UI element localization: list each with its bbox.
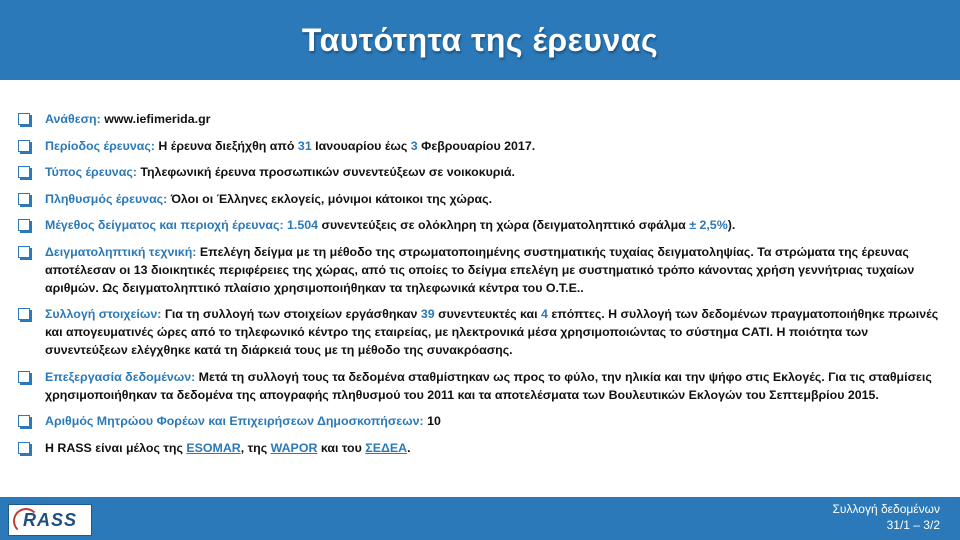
- sample-count: 1.504: [283, 218, 319, 232]
- square-bullet-icon: [18, 246, 30, 258]
- square-bullet-icon: [18, 219, 30, 231]
- item-text: www.iefimerida.gr: [100, 112, 211, 126]
- item-label: Ανάθεση:: [45, 112, 101, 126]
- item-text: Επελέγη δείγμα με τη μέθοδο της στρωματοποιημένης συστηματικής τυχαίας δειγματοληψίας. Τα στρώματα της έρευνας αποτέλεσαν οι 13 διοικητικές περιφέρειες της χώρας, από τις οποίες το δείγμα επελέγη με συστηματικό τρόπο κάνοντας χρήση γεννήτριας τυχαίων αριθμών. Ως δειγματοληπτικό πλαίσιο χρησιμοποιήθηκαν τα τηλεφωνικά κέντρα του Ο.Τ.Ε..: [45, 244, 915, 295]
- square-bullet-icon: [18, 113, 30, 125]
- item-text: Τηλεφωνική έρευνα προσωπικών συνεντεύξεων σε νοικοκυριά.: [136, 165, 515, 179]
- item-label: Επεξεργασία δεδομένων:: [45, 369, 196, 384]
- logo-text: RASS: [22, 509, 77, 530]
- item-text: Μετά τη συλλογή τους τα δεδομένα σταθμίστηκαν ως προς το φύλο, την ηλικία και την ψήφο στις Εκλογές. Για τις σταθμίσεις χρησιμοποιήθηκαν τα δεδομένα της απογραφής πληθυσμού του 2011 και τα αποτελέσματα των Βουλευτικών Εκλογών του Σεπτεμβρίου 2015.: [45, 369, 932, 402]
- supervisor-count: 4: [541, 307, 548, 321]
- item-label: Μέγεθος δείγματος και περιοχή έρευνας:: [45, 218, 284, 232]
- footer-line-2: 31/1 – 3/2: [886, 518, 940, 532]
- footer-caption: [833, 501, 941, 533]
- start-day: 31: [297, 138, 312, 153]
- logo-swoosh-icon: [13, 508, 39, 534]
- square-bullet-icon: [18, 371, 30, 383]
- sedea-link[interactable]: ΣΕΔΕΑ: [365, 440, 408, 455]
- list-item-period: Περίοδος έρευνας: Η έρευνα διεξήχθη από 31 Ιανουαρίου έως 3 Φεβρουαρίου 2017.: [18, 137, 943, 155]
- square-bullet-icon: [18, 166, 30, 178]
- footer-bar: [0, 497, 960, 540]
- sampling-error: ± 2,5%: [689, 218, 728, 232]
- square-bullet-icon: [18, 193, 30, 205]
- list-item-data-processing: [18, 368, 943, 404]
- list-item-sampling-technique: [18, 243, 943, 297]
- list-item-memberships: Η RASS είναι μέλος της ESOMAR, της WAPOR και του ΣΕΔΕΑ.: [18, 439, 943, 457]
- item-label: Περίοδος έρευνας:: [45, 138, 155, 153]
- item-label: Αριθμός Μητρώου Φορέων και Επιχειρήσεων Δημοσκοπήσεων:: [45, 414, 424, 428]
- square-bullet-icon: [18, 442, 30, 454]
- item-label: Συλλογή στοιχείων:: [45, 307, 162, 321]
- list-item-registry-number: [18, 412, 943, 430]
- interviewer-count: 39: [420, 307, 435, 321]
- list-item-population: [18, 190, 943, 208]
- end-day: 3: [410, 138, 418, 153]
- list-item-assignment: [18, 110, 943, 128]
- list-item-data-collection: Συλλογή στοιχείων: Για τη συλλογή των στοιχείων εργάσθηκαν 39 συνεντευκτές και 4 επόπτες. Η συλλογή των δεδομένων πραγματοποιήθηκε πρωινές και απογευματινές ώρες από το τηλεφωνικό κέντρο της εταιρείας, με ηλεκτρονικά μέσα χρησιμοποιώντας το σύστημα CATI. Η ποιότητα των συνεντεύξεων ελέγχθηκε κατά τη διάρκειά τους με τη μέθοδο της συνακρόασης.: [18, 305, 943, 359]
- square-bullet-icon: [18, 140, 30, 152]
- footer-line-1: Συλλογή δεδομένων: [832, 502, 940, 516]
- square-bullet-icon: [18, 308, 30, 320]
- esomar-link[interactable]: ESOMAR: [186, 440, 241, 455]
- list-item-type: [18, 163, 943, 181]
- page-title: Ταυτότητα της έρευνας: [301, 21, 659, 58]
- survey-identity-list: [18, 110, 943, 465]
- rass-logo: [8, 504, 92, 536]
- title-bar: [0, 0, 960, 80]
- list-item-sample-size: Μέγεθος δείγματος και περιοχή έρευνας: 1.504 συνεντεύξεις σε ολόκληρη τη χώρα (δειγματοληπτικό σφάλμα ± 2,5%).: [18, 216, 943, 234]
- item-text: Όλοι οι Έλληνες εκλογείς, μόνιμοι κάτοικοι της χώρας.: [167, 191, 493, 206]
- item-label: Δειγματοληπτική τεχνική:: [45, 244, 197, 259]
- item-text: 10: [423, 414, 441, 428]
- wapor-link[interactable]: WAPOR: [270, 440, 318, 455]
- item-label: Πληθυσμός έρευνας:: [45, 191, 168, 206]
- square-bullet-icon: [18, 415, 30, 427]
- item-label: Τύπος έρευνας:: [45, 165, 137, 179]
